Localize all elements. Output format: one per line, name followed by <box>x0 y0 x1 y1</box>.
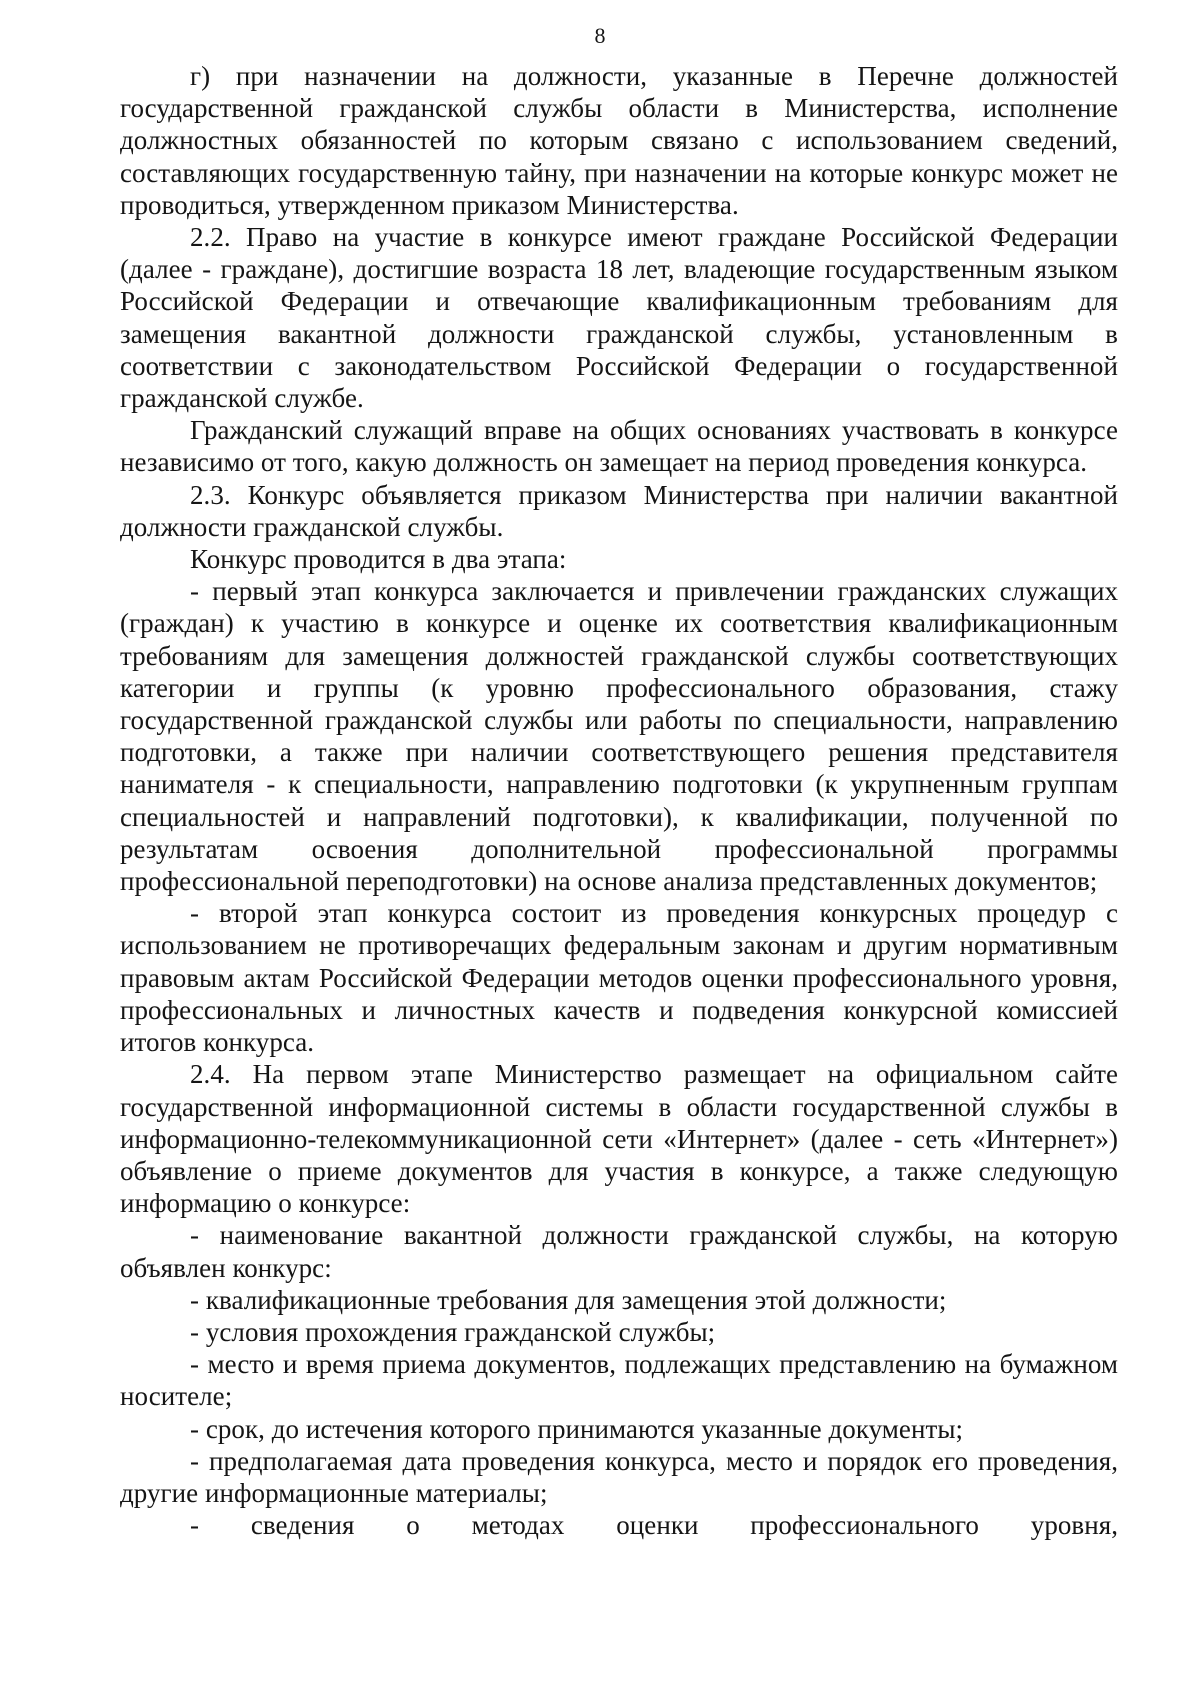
list-item-qualification-requirements: - квалификационные требования для замещения этой должности; <box>190 1284 947 1315</box>
document-body <box>120 60 1118 1541</box>
list-item-assessment-methods: - сведения о методах оценки профессионального уровня, <box>190 1510 1118 1541</box>
paragraph-first-stage: - первый этап конкурса заключается и привлечении гражданских служащих (граждан) к участию в конкурсе и оценке их соответствия квалификационным требованиям для замещения должностей гражданской службы соответствующих категории и группы (к уровню профессионального образования, стажу государственной гражданской службы или работы по специальности, направлению подготовки, а также при наличии соответствующего решения представителя нанимателя - к специальности, направлению подготовки (к укрупненным группам специальностей и направлений подготовки), к квалификации, полученной по результатам освоения дополнительной профессиональной программы профессиональной переподготовки) на основе анализа представленных документов; <box>120 576 1118 897</box>
paragraph-2-4-first-stage-publication: 2.4. На первом этапе Министерство размещает на официальном сайте государственной информационной системы в области государственной службы в информационно-телекоммуникационной сети «Интернет» (далее - сеть «Интернет») объявление о приеме документов для участия в конкурсе, а также следующую информацию о конкурсе: <box>120 1059 1118 1219</box>
page-number: 8 <box>594 23 606 48</box>
paragraph-2-3-announcement: 2.3. Конкурс объявляется приказом Министерства при наличии вакантной должности гражданской службы. <box>120 479 1118 542</box>
paragraph-second-stage: - второй этап конкурса состоит из проведения конкурсных процедур с использованием не противоречащих федеральным законам и другим нормативным правовым актам Российской Федерации методов оценки профессионального уровня, профессиональных и личностных качеств и подведения конкурсной комиссией итогов конкурса. <box>120 898 1118 1058</box>
list-item-competition-date: - предполагаемая дата проведения конкурса, место и порядок его проведения, другие информационные материалы; <box>120 1445 1118 1508</box>
paragraph-civil-servant-right: Гражданский служащий вправе на общих основаниях участвовать в конкурсе независимо от того, какую должность он замещает на период проведения конкурса. <box>120 415 1118 478</box>
list-item-deadline: - срок, до истечения которого принимаются указанные документы; <box>190 1413 964 1444</box>
list-item-position-name: - наименование вакантной должности гражданской службы, на которую объявлен конкурс: <box>120 1220 1118 1283</box>
paragraph-2-2-right-to-participate: 2.2. Право на участие в конкурсе имеют граждане Российской Федерации (далее - граждане), достигшие возраста 18 лет, владеющие государственным языком Российской Федерации и отвечающие квалификационным требованиям для замещения вакантной должности гражданской службы, установленным в соответствии с законодательством Российской Федерации о государственной гражданской службе. <box>120 222 1118 414</box>
list-item-document-acceptance: - место и время приема документов, подлежащих представлению на бумажном носителе; <box>120 1349 1118 1412</box>
list-item-service-conditions: - условия прохождения гражданской службы; <box>190 1316 716 1347</box>
paragraph-two-stages: Конкурс проводится в два этапа: <box>190 544 567 575</box>
paragraph-g-appointment: г) при назначении на должности, указанные в Перечне должностей государственной гражданской службы области в Министерства, исполнение должностных обязанностей по которым связано с использованием сведений, составляющих государственную тайну, при назначении на которые конкурс может не проводиться, утвержденном приказом Министерства. <box>120 61 1118 220</box>
